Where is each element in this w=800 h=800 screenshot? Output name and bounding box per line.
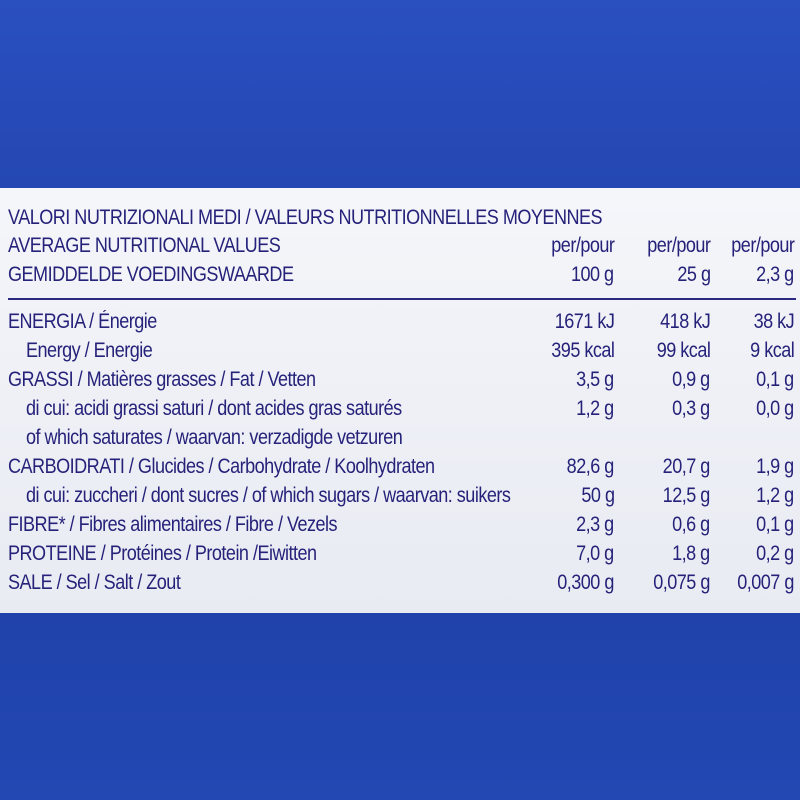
column-header-per-100g: per/pour	[550, 234, 614, 257]
column-qty-100g: 100 g	[571, 263, 614, 286]
column-header-per-2-3g: per/pour	[730, 234, 794, 257]
row-value: 0,9 g	[672, 368, 710, 391]
row-value: 0,075 g	[653, 571, 710, 594]
row-value: 0,6 g	[672, 513, 710, 536]
row-value: 1,2 g	[756, 484, 794, 507]
row-label-fibre: FIBRE* / Fibres alimentaires / Fibre / Vezels	[8, 513, 338, 536]
row-value: 38 kJ	[753, 310, 794, 333]
row-value: 0,0 g	[756, 397, 794, 420]
row-value: 99 kcal	[656, 339, 710, 362]
row-label-energy-kj: ENERGIA / Énergie	[8, 310, 157, 333]
header-divider	[8, 298, 796, 300]
row-value: 1,2 g	[576, 397, 614, 420]
row-value: 2,3 g	[576, 513, 614, 536]
row-label-sugars: di cui: zuccheri / dont sucres / of which sugars / waarvan: suikers	[26, 484, 511, 507]
column-qty-25g: 25 g	[676, 263, 710, 286]
row-value: 0,1 g	[756, 368, 794, 391]
row-value: 0,1 g	[756, 513, 794, 536]
row-value: 3,5 g	[576, 368, 614, 391]
row-label-energy-kcal: Energy / Energie	[26, 339, 153, 362]
row-label-salt: SALE / Sel / Salt / Zout	[8, 571, 181, 594]
row-label-protein: PROTEINE / Protéines / Protein /Eiwitten	[8, 542, 317, 565]
header-title-it-fr: VALORI NUTRIZIONALI MEDI / VALEURS NUTRITIONNELLES MOYENNES	[8, 206, 603, 229]
row-value: 9 kcal	[749, 339, 794, 362]
row-value: 0,3 g	[672, 397, 710, 420]
row-value: 50 g	[580, 484, 614, 507]
row-label-saturates: di cui: acidi grassi saturi / dont acides gras saturés	[26, 397, 402, 420]
column-header-per-25g: per/pour	[646, 234, 710, 257]
row-value: 1,9 g	[756, 455, 794, 478]
row-value: 82,6 g	[566, 455, 614, 478]
row-value: 395 kcal	[550, 339, 614, 362]
row-value: 12,5 g	[662, 484, 710, 507]
header-title-en: AVERAGE NUTRITIONAL VALUES	[8, 234, 281, 257]
row-label-carbohydrate: CARBOIDRATI / Glucides / Carbohydrate / Koolhydraten	[8, 455, 435, 478]
header-title-nl: GEMIDDELDE VOEDINGSWAARDE	[8, 263, 294, 286]
row-value: 0,2 g	[756, 542, 794, 565]
row-value: 0,007 g	[737, 571, 794, 594]
row-value: 1,8 g	[672, 542, 710, 565]
row-value: 0,300 g	[557, 571, 614, 594]
column-qty-2-3g: 2,3 g	[756, 263, 794, 286]
nutrition-label	[0, 188, 800, 613]
row-label-fat: GRASSI / Matières grasses / Fat / Vetten	[8, 368, 316, 391]
row-value: 418 kJ	[659, 310, 710, 333]
row-value: 7,0 g	[576, 542, 614, 565]
row-label-saturates-en-nl: of which saturates / waarvan: verzadigde vetzuren	[26, 426, 403, 449]
row-value: 20,7 g	[662, 455, 710, 478]
row-value: 1671 kJ	[554, 310, 614, 333]
